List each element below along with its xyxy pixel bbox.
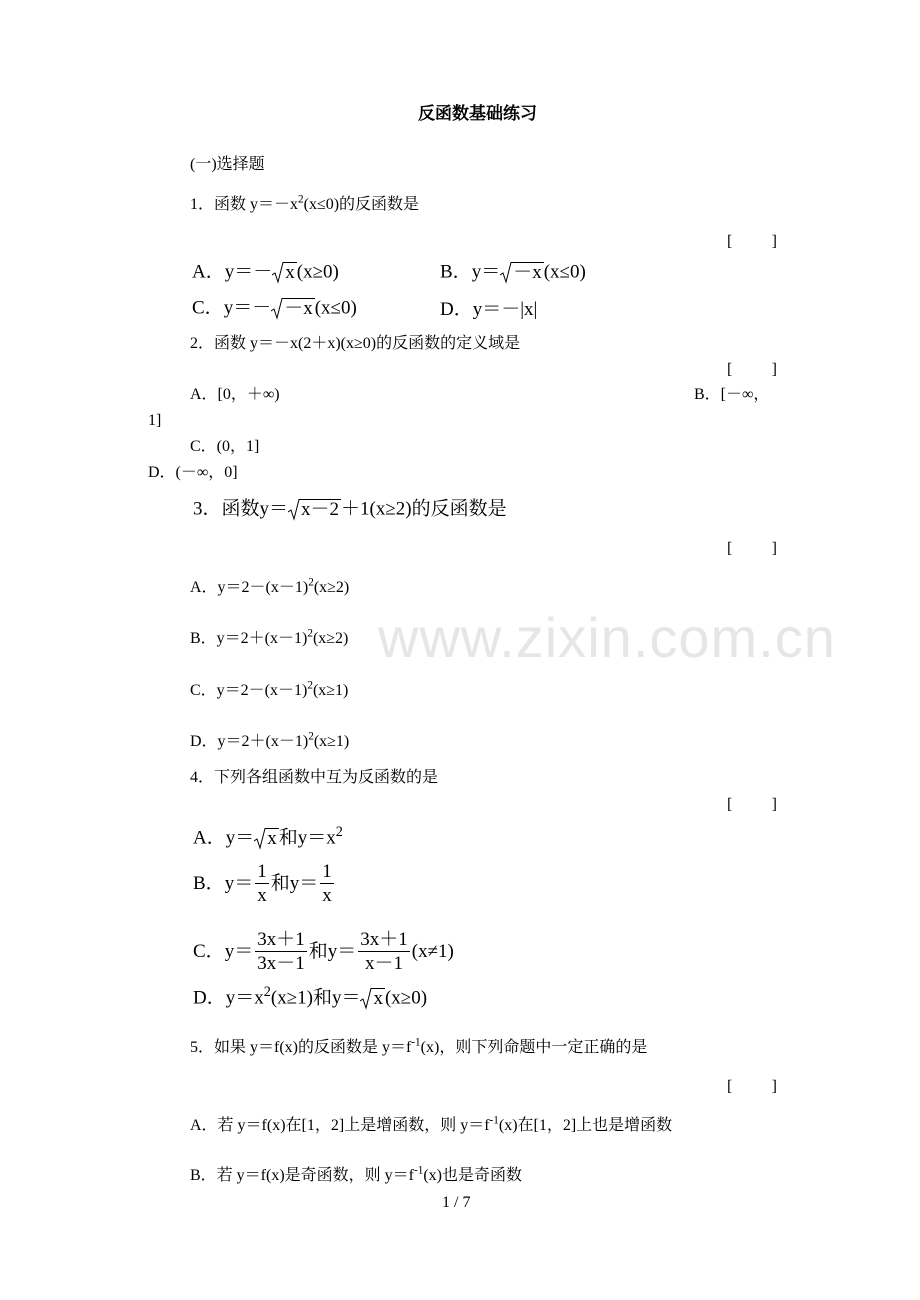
answer-bracket-q3: [ ] <box>727 540 777 557</box>
fraction: $\frac{1}{x}$ <box>322 861 332 906</box>
sqrt-sign-icon: －x <box>271 298 315 320</box>
document-title: 反函数基础练习 <box>418 104 537 123</box>
question-1-stem: 1．函数 $y=-x^2(x\le 0)$的反函数是 <box>190 193 420 213</box>
q1-option-d: D．y＝－|x| <box>440 299 538 320</box>
question-2-stem: 2．函数 y＝－x(2＋x)(x≥0)的反函数的定义域是 <box>190 335 521 352</box>
answer-bracket-q2: [ ] <box>727 361 777 378</box>
q2-option-c: C．(0，1] <box>190 438 260 455</box>
question-5-stem: 5．如果 y＝f(x)的反函数是 $y=f^{-1}(x)$，则下列命题中一定正确的是 <box>190 1036 648 1056</box>
q3-option-c: C．$y=2-(x-1)^2(x\ge 1)$ <box>190 679 349 699</box>
sqrt-sign-icon: x <box>272 262 297 284</box>
q1-option-a: A．y＝－ x (x≥0) <box>192 261 339 283</box>
q3-option-d: D．$y=2+(x-1)^2(x\ge 1)$ <box>190 730 350 750</box>
sqrt-sign-icon: x <box>254 828 279 850</box>
q5-option-b: B．若 y＝f(x)是奇函数，则 $y=f^{-1}(x)$也是奇函数 <box>190 1164 522 1184</box>
answer-bracket-q4: [ ] <box>727 796 777 813</box>
answer-bracket-q5: [ ] <box>727 1078 777 1095</box>
sqrt-sign-icon: x－2 <box>288 499 341 521</box>
q2-option-a: A．[0，＋∞) <box>190 386 280 403</box>
sqrt-sign-icon: －x <box>500 262 544 284</box>
q2-option-d: D．(－∞，0] <box>148 464 238 481</box>
q4-option-a: A．y＝ x 和$y=x^2$ <box>193 823 343 849</box>
q3-option-b: B．$y=2+(x-1)^2(x\ge 2)$ <box>190 627 349 647</box>
q2-option-b: B．[－∞， <box>694 386 770 403</box>
fraction: $\frac{1}{x}$ <box>257 861 267 906</box>
watermark: www.zixin.com.cn <box>378 606 836 669</box>
sqrt-sign-icon: x <box>360 988 385 1010</box>
q1-option-b: B．y＝ －x (x≤0) <box>440 261 586 283</box>
q1-option-c: C．y＝－ －x (x≤0) <box>192 297 357 319</box>
section-heading: (一)选择题 <box>190 156 265 173</box>
page-number: 1 / 7 <box>442 1194 471 1211</box>
q3-option-a: A．$y=2-(x-1)^2(x\ge 2)$ <box>190 576 350 596</box>
q4-option-d: D．$y=x^2(x\ge 1)$和y＝ x (x≥0) <box>193 983 428 1009</box>
answer-bracket-q1: [ ] <box>727 233 777 250</box>
q4-option-c: C． y＝ $\frac{3x+1}{3x-1}$ 和y＝ $\frac{3x+1}{x-1}$ (x≠1) <box>193 929 454 974</box>
question-3-stem: 3．函数y＝ x－2 ＋1(x≥2)的反函数是 <box>193 498 507 520</box>
q4-option-b: B． y＝ $\frac{1}{x}$ 和y＝ $\frac{1}{x}$ <box>193 861 332 906</box>
question-4-stem: 4．下列各组函数中互为反函数的是 <box>190 769 439 786</box>
fraction: $\frac{3x+1}{x-1}$ <box>360 929 408 974</box>
q5-option-a: A．若 y＝f(x)在[1，2]上是增函数，则 $y=f^{-1}(x)$在[1，2]上也是增函数 <box>190 1114 673 1134</box>
q2-option-b-continued: 1] <box>148 412 162 429</box>
fraction: $\frac{3x+1}{3x-1}$ <box>257 929 305 974</box>
